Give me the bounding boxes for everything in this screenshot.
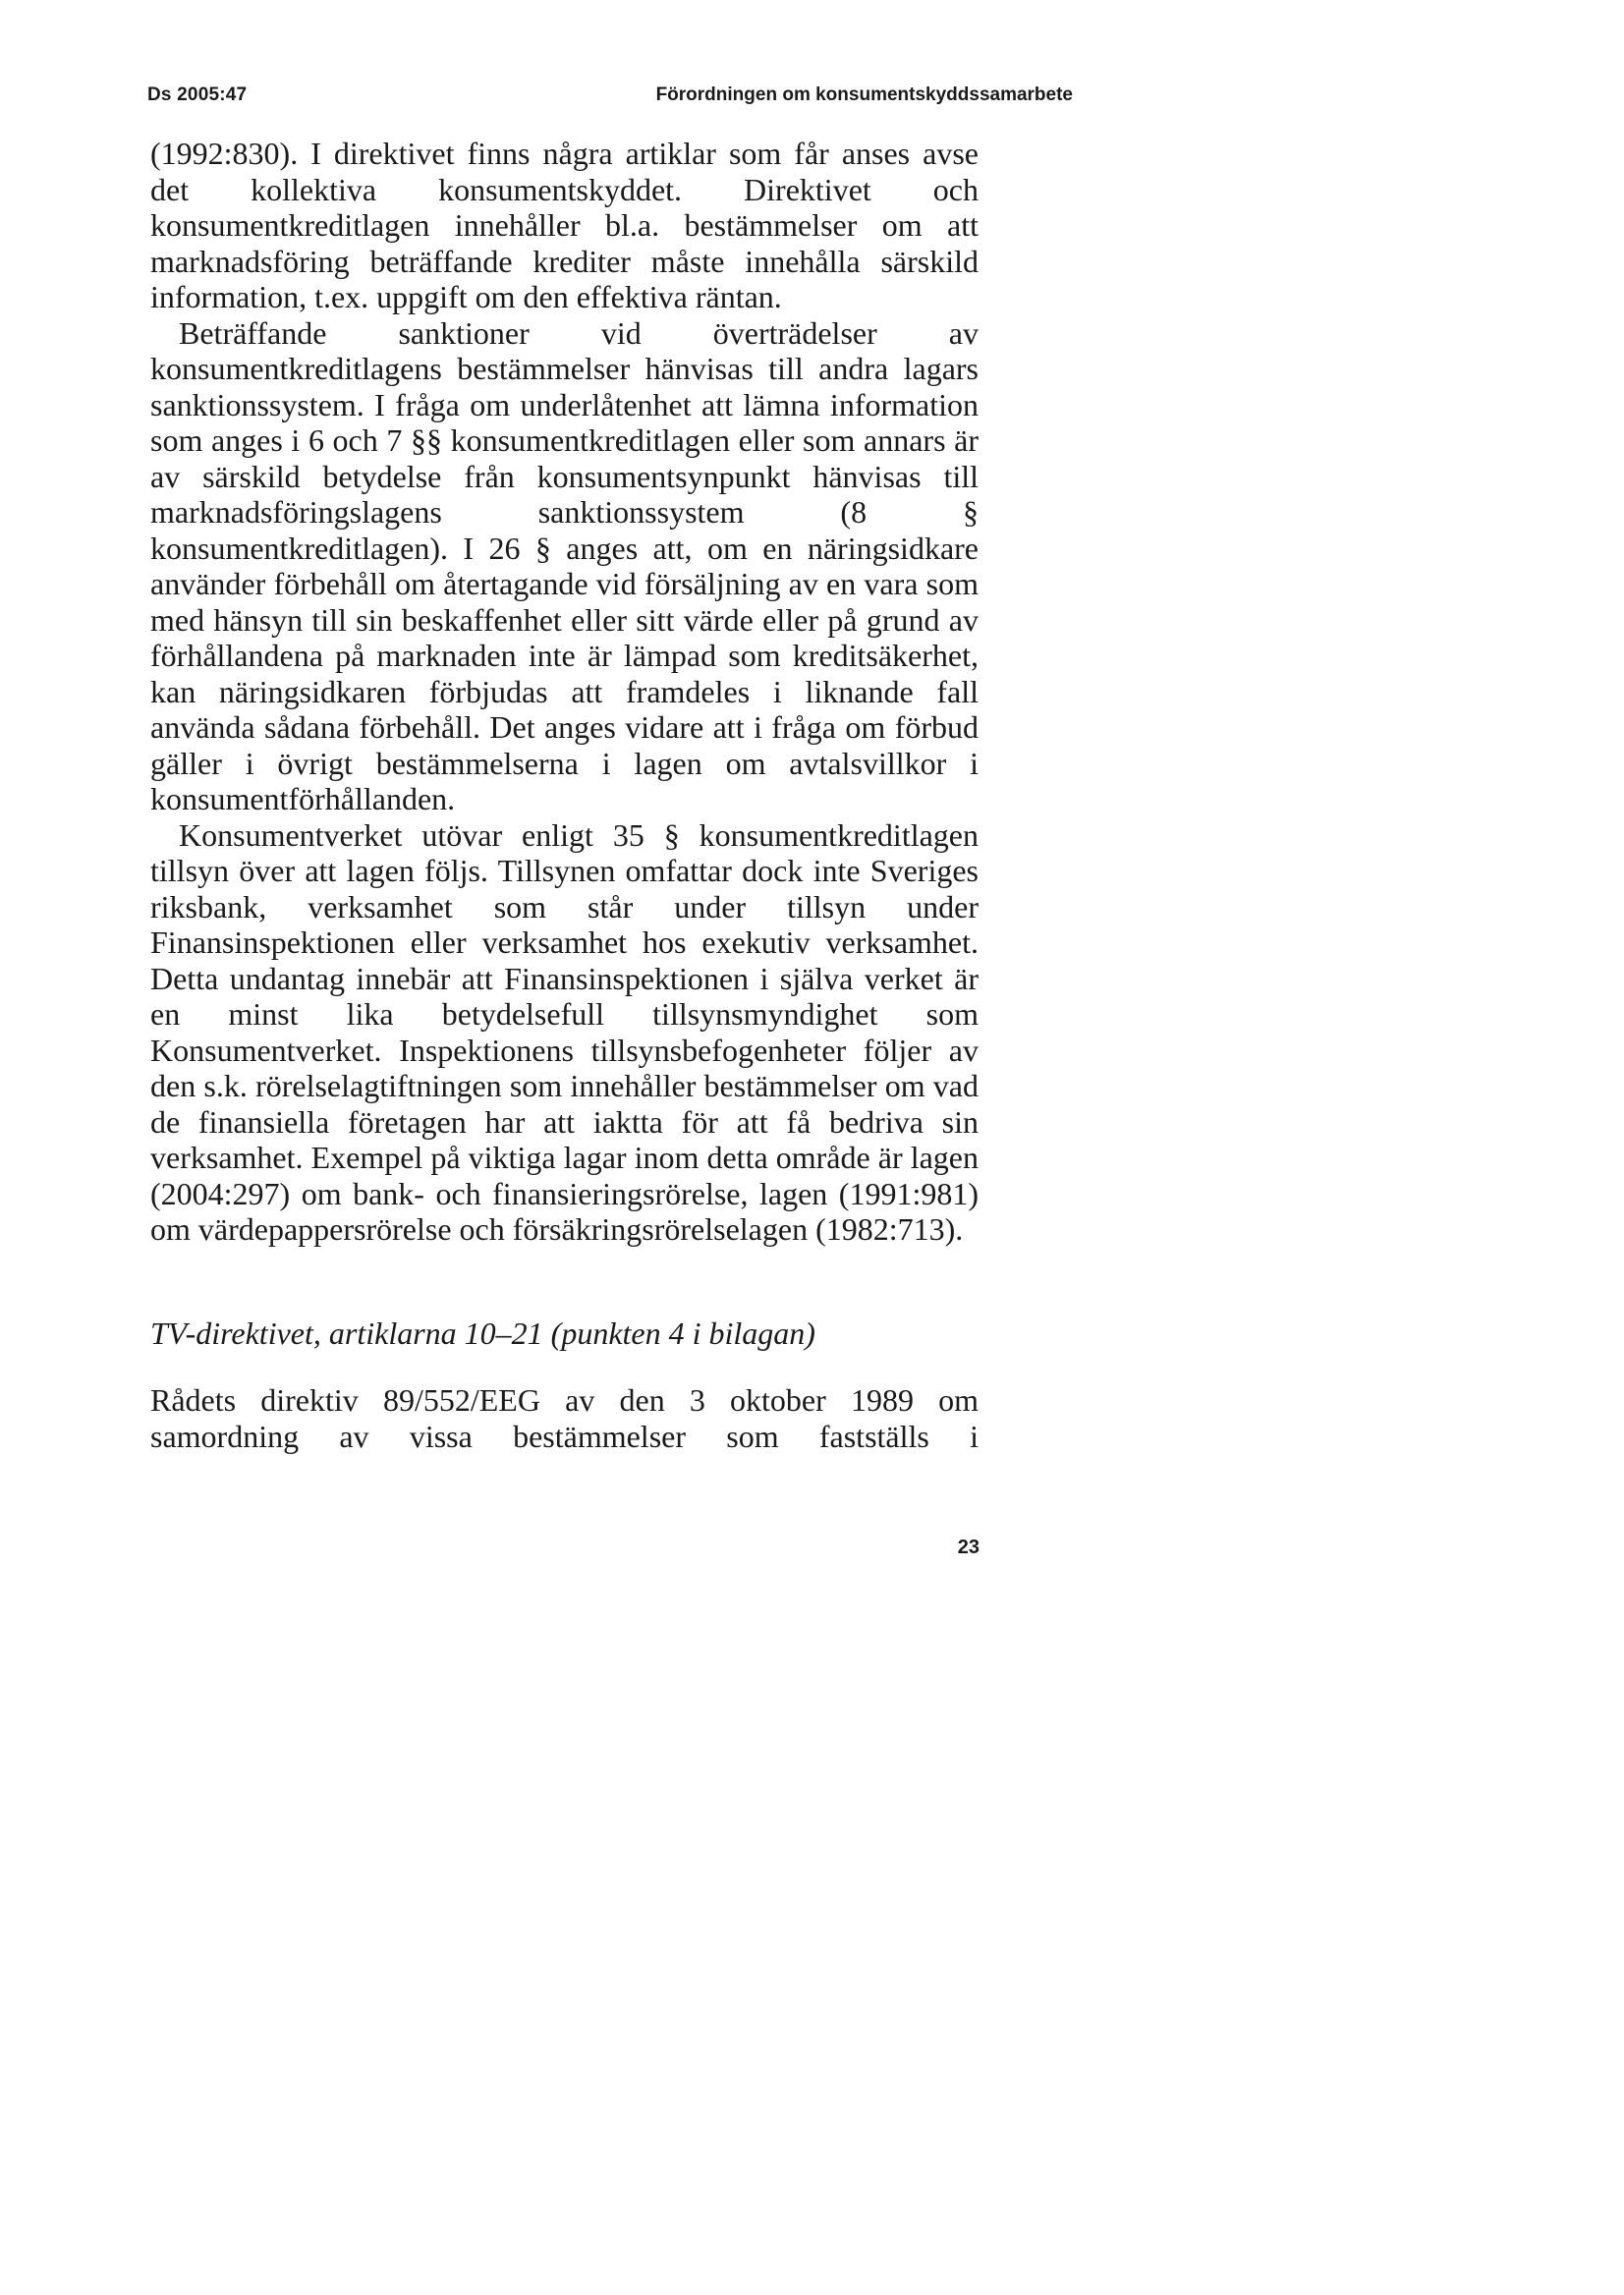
paragraph-2: Beträffande sanktioner vid överträdelser av konsumentkreditlagens bestämmelser hänvisas till andra lagars sanktionssystem. I fråga om underlåtenhet att lämna information som anges i 6 och 7 §§ konsumentkreditlagen eller som annars är av särskild betydelse från konsumentsynpunkt hänvisas till marknadsföringslagens sanktionssystem (8 § konsumentkreditlagen). I 26 § anges att, om en näringsidkare använder förbehåll om återtagande vid försäljning av en vara som med hänsyn till sin beskaffenhet eller sitt värde eller på grund av förhållandena på marknaden inte är lämpad som kreditsäkerhet, kan näringsidkaren förbjudas att framdeles i liknande fall använda sådana förbehåll. Det anges vidare att i fråga om förbud gäller i övrigt bestämmelserna i lagen om avtalsvillkor i konsumentförhållanden. <box>150 314 979 816</box>
running-header-chapter-title: Förordningen om konsumentskyddssamarbete <box>655 84 1073 105</box>
section-heading: TV-direktivet, artiklarna 10–21 (punkten 4 i bilagan) <box>150 1315 815 1351</box>
paragraph-3: Konsumentverket utövar enligt 35 § konsumentkreditlagen tillsyn över att lagen följs. Tillsynen omfattar dock inte Sveriges riksbank, verksamhet som står under tillsyn under Finansinspektionen eller verksamhet hos exekutiv verksamhet. Detta undantag innebär att Finansinspektionen i själva verket är en minst lika betydelsefull tillsynsmyndighet som Konsumentverket. Inspektionens tillsynsbefogenheter följer av den s.k. rörelselagtiftningen som innehåller bestämmelser om vad de finansiella företagen har att iaktta för att få bedriva sin verksamhet. Exempel på viktiga lagar inom detta område är lagen (2004:297) om bank- och finansieringsrörelse, lagen (1991:981) om värdepappersrörelse och försäkringsrörelselagen (1982:713). <box>150 816 979 1247</box>
page-number: 23 <box>957 1537 980 1558</box>
main-body-text <box>150 136 979 1248</box>
section-body-text <box>150 1382 979 1454</box>
paragraph-1: (1992:830). I direktivet finns några artiklar som får anses avse det kollektiva konsumentskyddet. Direktivet och konsumentkreditlagen innehåller bl.a. bestämmelser om att marknadsföring beträffande krediter måste innehålla särskild information, t.ex. uppgift om den effektiva räntan. <box>150 136 979 314</box>
section-paragraph: Rådets direktiv 89/552/EEG av den 3 oktober 1989 om samordning av vissa bestämmelser som fastställs i <box>150 1382 979 1454</box>
running-header-document-id: Ds 2005:47 <box>147 84 248 105</box>
